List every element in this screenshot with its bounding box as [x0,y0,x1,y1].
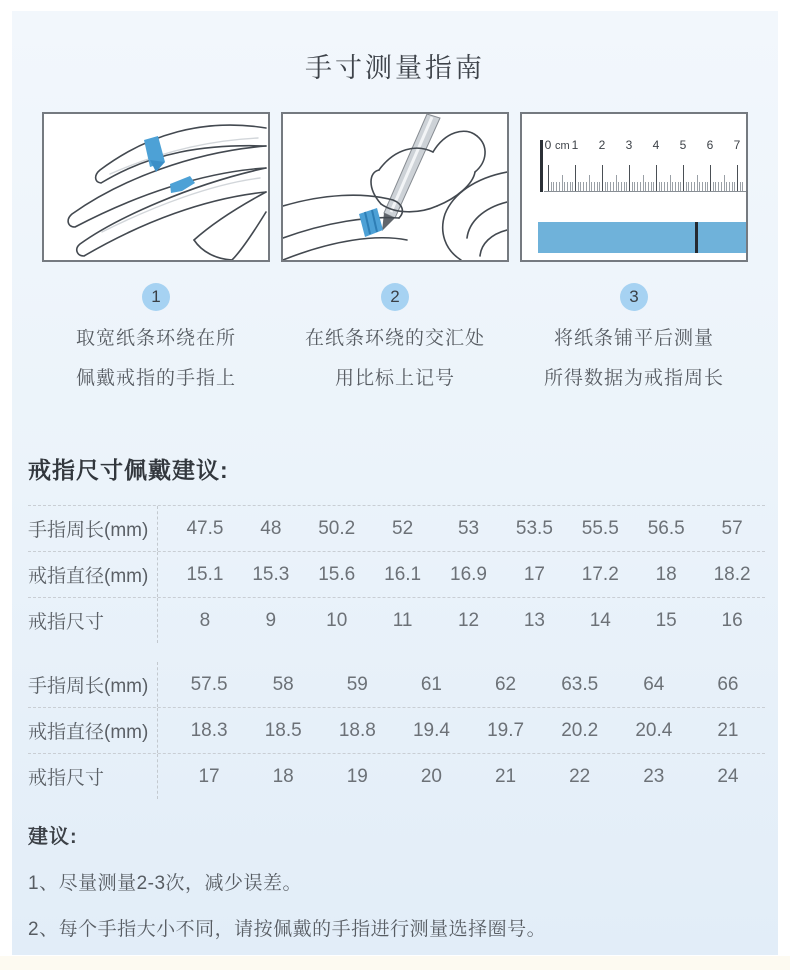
ruler-tick [675,182,676,191]
table-cell: 23 [643,765,665,787]
ruler-tick [651,182,652,191]
row-values [158,766,765,788]
ruler-tick [683,165,684,191]
ruler-tick [567,182,568,191]
table-row [28,598,765,643]
ruler-tick [734,182,735,191]
row-values [158,610,765,632]
ruler-tick [710,165,711,191]
table-cell: 8 [199,609,211,631]
table-row [28,708,765,754]
ruler-tick [583,182,584,191]
table-cell: 47.5 [186,517,224,539]
ruler-number: 5 [679,138,687,152]
table-row [28,662,765,708]
ruler-tick [599,182,600,191]
table-cell: 56.5 [647,517,685,539]
table-cell: 57 [721,517,743,539]
table-cell: 11 [392,609,413,631]
row-values [158,720,765,742]
ruler-tick [640,182,641,191]
table-cell: 19.4 [412,719,450,741]
page-bottom-strip [0,956,790,970]
advice-item-1: 1、尽量测量2-3次，减少误差。 [28,873,303,894]
ruler-tick [634,182,635,191]
ruler-tick [694,182,695,191]
paper-strip [538,222,748,253]
ruler-tick [732,182,733,191]
illustration-step3-ruler [520,112,748,262]
size-advice-heading: 戒指尺寸佩戴建议: [28,457,229,483]
table-cell: 17 [198,765,220,787]
table-cell: 21 [494,765,517,787]
ruler-tick [556,182,557,191]
table-cell: 20.2 [561,719,599,741]
step-1-text-line2: 佩戴戒指的手指上 [75,368,236,389]
row-label: 戒指尺寸 [28,754,158,799]
step-2-number-badge: 2 [381,283,409,311]
ruler-tick [718,182,719,191]
step-2-text-line1: 在纸条环绕的交汇处 [304,328,485,349]
row-label: 戒指直径(mm) [28,708,158,753]
ruler-tick [742,182,743,191]
table-cell: 48 [260,517,282,539]
ruler-tick [688,182,689,191]
ruler-tick [661,182,662,191]
ruler-tick [559,182,560,191]
table-row [28,754,765,799]
ruler-tick [607,182,608,191]
table-cell: 21 [717,719,739,741]
table-row [28,506,765,552]
row-label: 手指周长(mm) [28,662,158,707]
ruler-tick [616,175,617,191]
ruler-tick [610,182,611,191]
ruler-tick [602,165,603,191]
ruler-tick [562,175,563,191]
size-table-1 [28,505,765,643]
ruler-tick [724,175,725,191]
step-1-text-line1: 取宽纸条环绕在所 [75,328,236,349]
table-cell: 16 [721,609,743,631]
size-tables [28,505,765,799]
table-cell: 22 [569,765,591,787]
ruler-tick [737,165,738,191]
ruler-tick [597,182,598,191]
ruler-number: 7 [733,138,741,152]
table-cell: 18.8 [338,719,376,741]
advice-section [28,820,546,941]
ruler-tick [645,182,646,191]
table-cell: 58 [272,673,294,695]
ruler-tick [653,182,654,191]
ruler-tick [713,182,714,191]
table-cell: 17.2 [581,563,619,585]
table-cell: 55.5 [581,517,619,539]
steps-row [42,283,748,391]
ruler-tick [691,182,692,191]
table-cell: 63.5 [561,673,599,695]
ruler-tick [605,182,606,191]
ruler-tick [591,182,592,191]
ruler-number: 3 [625,138,633,152]
ruler-tick [740,182,741,191]
ruler-tick [705,182,706,191]
ruler-tick [621,182,622,191]
ruler-tick [667,182,668,191]
ruler-tick [594,182,595,191]
table-cell: 64 [643,673,665,695]
table-row [28,552,765,598]
ruler-tick [551,182,552,191]
ruler-tick [699,182,700,191]
ruler-tick [670,175,671,191]
ruler-tick [686,182,687,191]
table-cell: 57.5 [190,673,228,695]
ruler-number: 0 [544,138,552,152]
table-cell: 66 [717,673,739,695]
table-cell: 20 [420,765,442,787]
row-values [158,518,765,540]
table-cell: 20.4 [635,719,673,741]
table-cell: 15.1 [186,563,224,585]
ruler-tick [729,182,730,191]
step-3-text-line1: 将纸条铺平后测量 [553,328,714,349]
table-cell: 14 [589,609,611,631]
page-title: 手寸测量指南 [305,53,485,83]
table-cell: 9 [265,609,277,631]
ruler-tick [637,182,638,191]
ruler-number: 1 [571,138,579,152]
ruler-tick [648,182,649,191]
ruler-tick [672,182,673,191]
ruler-tick [632,182,633,191]
ruler-tick [570,182,571,191]
advice-heading: 建议: [28,826,78,848]
ruler-ticks [544,158,748,192]
ruler-tick [707,182,708,191]
table-cell: 53 [457,517,480,539]
row-values [158,564,765,586]
ruler-tick [613,182,614,191]
table-cell: 18 [655,563,677,585]
ruler-number: 4 [652,138,660,152]
row-label: 手指周长(mm) [28,506,158,551]
row-label: 戒指直径(mm) [28,552,158,597]
pen-marking-illustration [283,114,507,260]
ruler-tick [578,182,579,191]
ruler-tick [680,182,681,191]
ruler-tick [678,182,679,191]
step-3-number-badge: 3 [620,283,648,311]
ruler-tick [659,182,660,191]
ruler-tick [618,182,619,191]
table-cell: 17 [523,563,545,585]
ruler-tick [624,182,625,191]
ruler-tick [572,182,573,191]
ruler-tick [664,182,665,191]
table-cell: 10 [326,609,348,631]
ruler-tick [702,182,703,191]
ruler-tick [715,182,716,191]
illustration-step1-hand [42,112,270,262]
step-1 [42,283,270,391]
ruler-tick [589,175,590,191]
advice-item-2: 2、每个手指大小不同，请按佩戴的手指进行测量选择圈号。 [28,919,547,940]
ruler-tick [586,182,587,191]
table-cell: 52 [392,517,414,539]
table-cell: 19 [346,765,368,787]
illustration-step2-marking [281,112,509,262]
ruler-tick [575,165,576,191]
table-cell: 16.1 [384,563,422,585]
ruler-tick [721,182,722,191]
table-cell: 12 [457,609,480,631]
ruler-tick [548,165,549,191]
step-2-text-line2: 用比标上记号 [334,368,455,389]
row-label: 戒指尺寸 [28,598,158,643]
ruler-tick [564,182,565,191]
ruler-tick [643,175,644,191]
ruler-tick [553,182,554,191]
ruler-tick [629,165,630,191]
step-1-number-badge: 1 [142,283,170,311]
table-cell: 62 [494,673,517,695]
table-cell: 50.2 [318,517,356,539]
table-cell: 15.3 [252,563,290,585]
table-cell: 18.2 [713,563,751,585]
step-3 [520,283,748,391]
table-cell: 18.3 [190,719,228,741]
table-cell: 13 [523,609,545,631]
table-cell: 59 [346,673,368,695]
table-cell: 18.5 [264,719,302,741]
size-table-2 [28,662,765,799]
step-2 [281,283,509,391]
ruler-number: 2 [598,138,606,152]
row-values [158,674,765,696]
ruler-tick [656,165,657,191]
step-3-text-line2: 所得数据为戒指周长 [543,368,724,389]
table-cell: 19.7 [487,719,525,741]
table-cell: 15.6 [318,563,356,585]
table-cell: 24 [717,765,739,787]
table-cell: 15 [655,609,677,631]
table-cell: 16.9 [450,563,487,585]
table-cell: 18 [272,765,294,787]
table-cell: 53.5 [515,517,553,539]
table-cell: 61 [420,673,442,695]
ruler-tick [626,182,627,191]
ruler-unit-label: cm [555,140,570,152]
illustration-row [42,112,748,262]
measurement-mark [695,222,698,253]
ruler-number: 6 [706,138,714,152]
ruler-tick [697,175,698,191]
hand-with-strip-illustration [44,114,268,260]
ruler-tick [726,182,727,191]
ruler-tick [580,182,581,191]
